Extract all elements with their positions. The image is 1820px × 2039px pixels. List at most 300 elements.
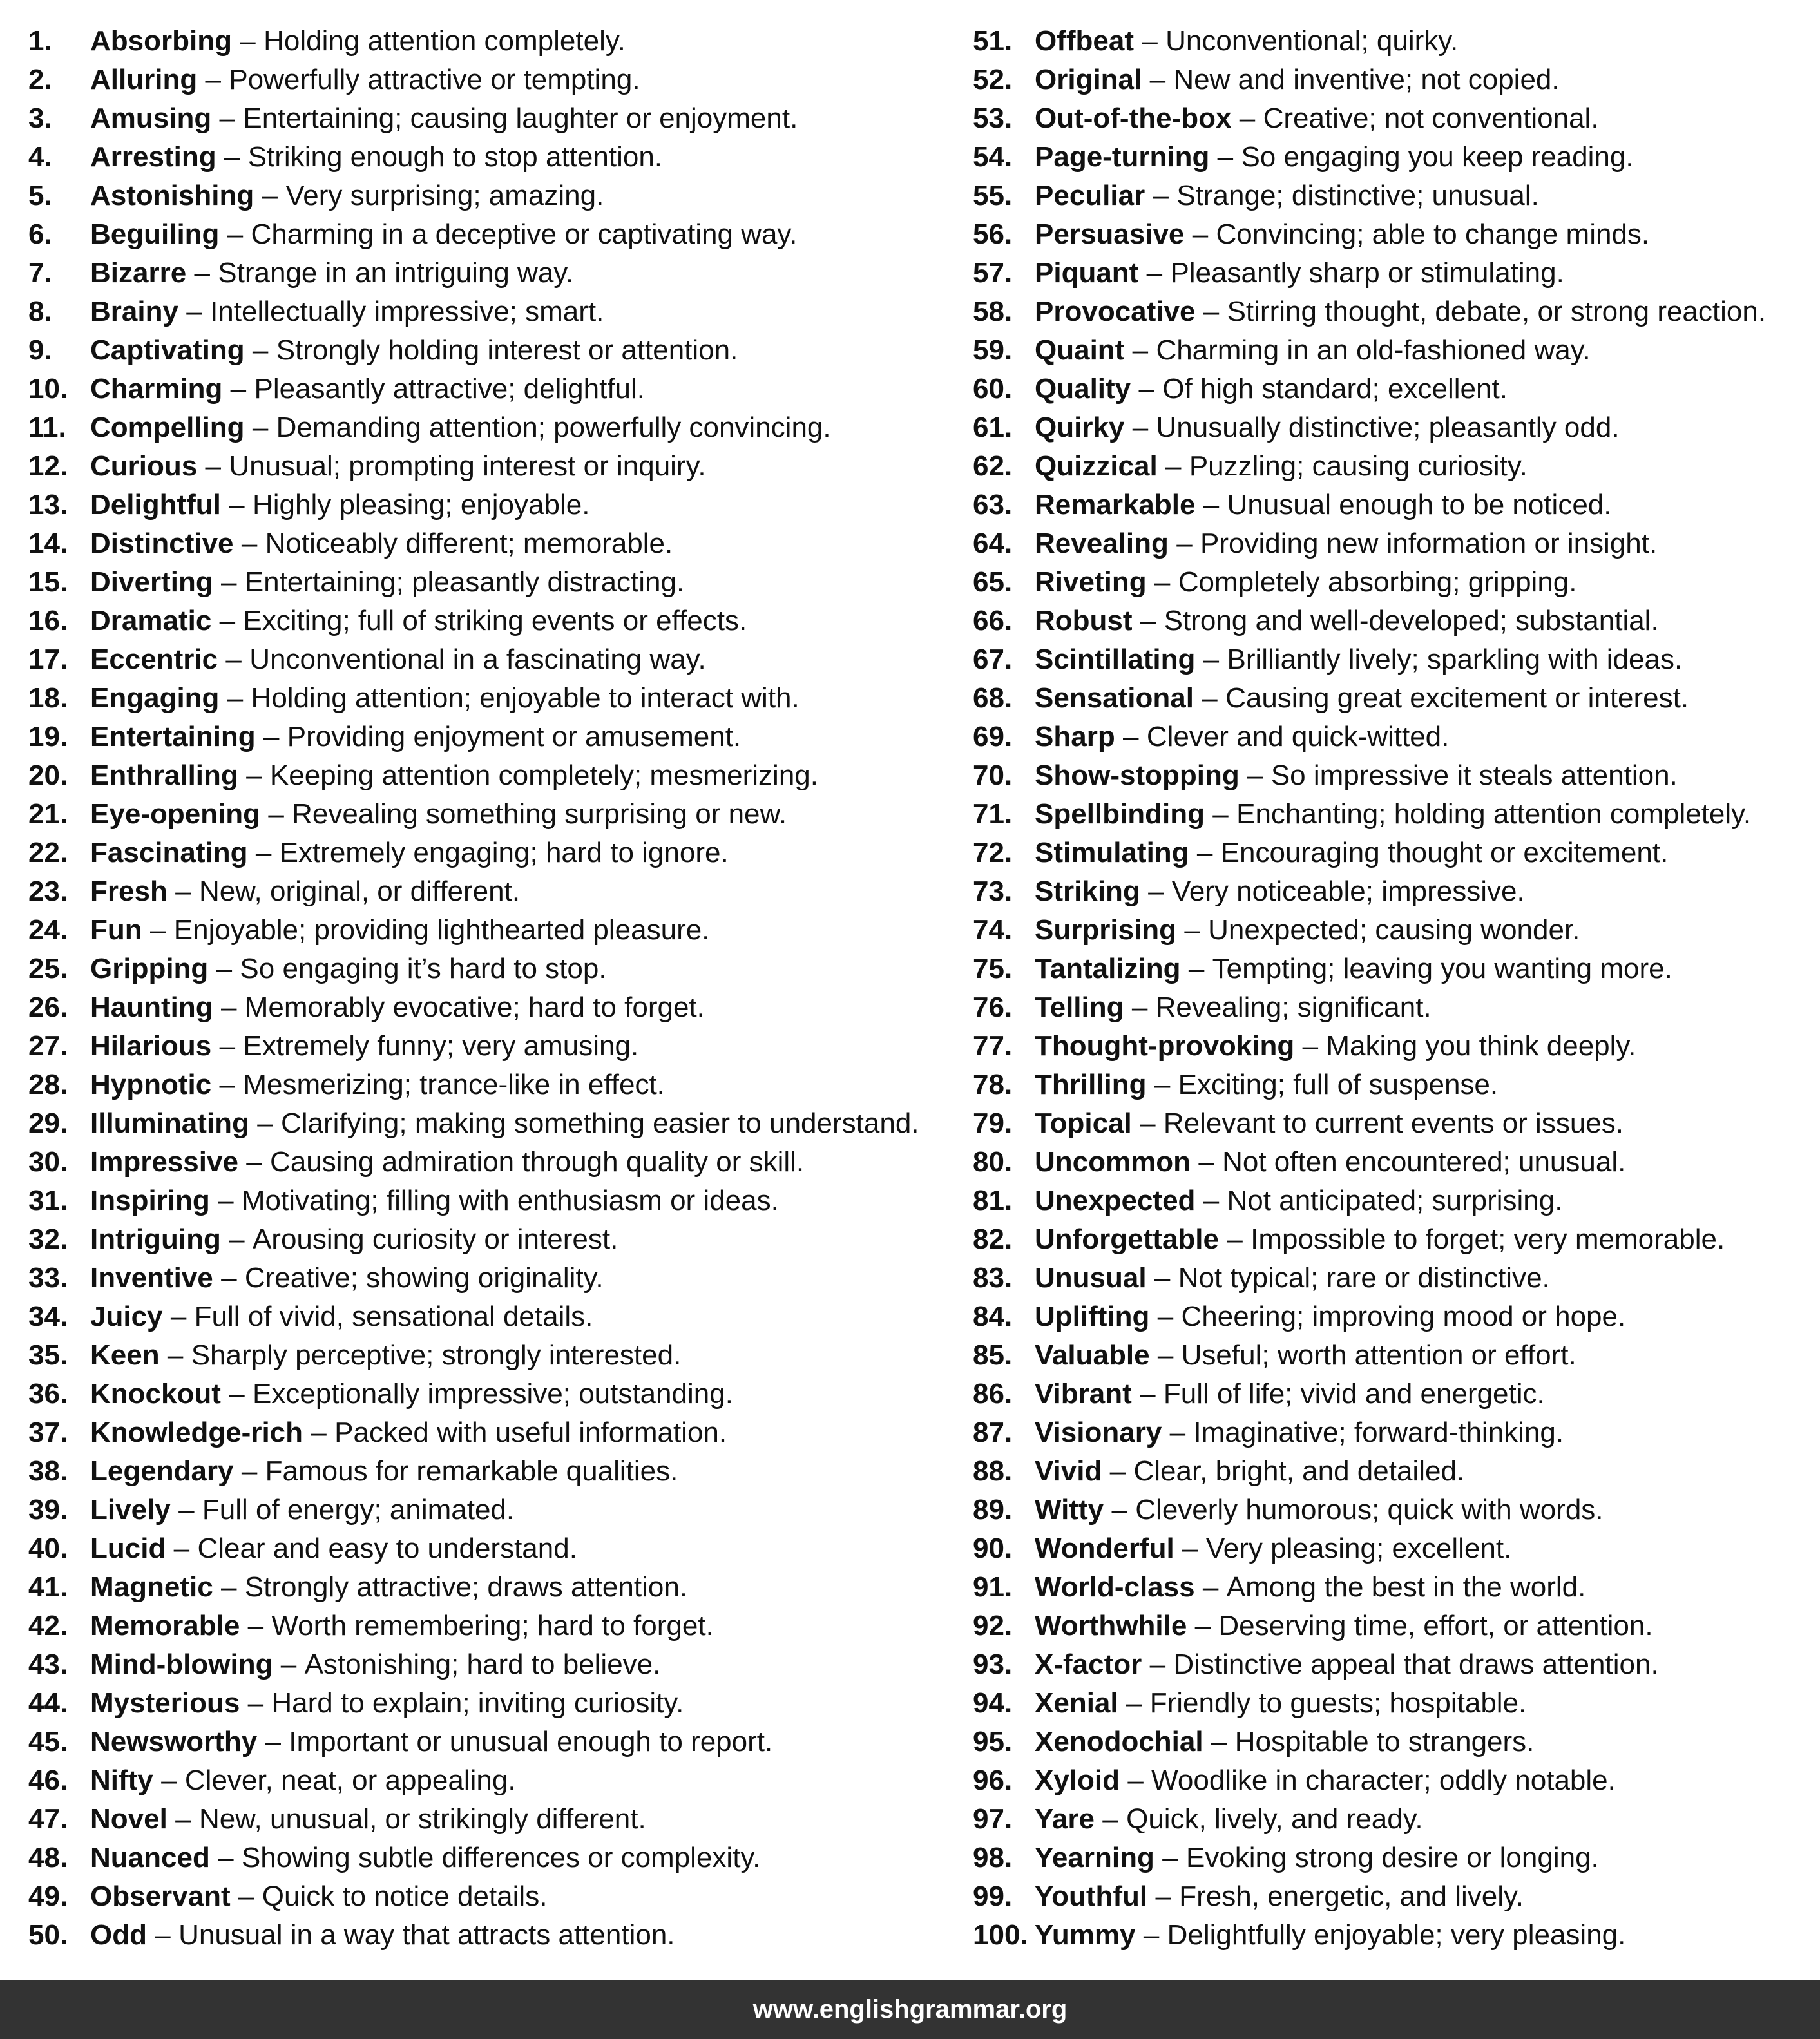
item-definition: Unconventional; quirky. bbox=[1165, 25, 1459, 57]
item-term: Riveting bbox=[1035, 566, 1147, 598]
list-item bbox=[28, 1607, 956, 1645]
item-separator: – bbox=[1143, 1919, 1160, 1951]
item-definition: Unusual in a way that attracts attention. bbox=[178, 1919, 675, 1951]
item-term: Peculiar bbox=[1035, 180, 1145, 211]
item-separator: – bbox=[252, 412, 269, 443]
list-item bbox=[28, 640, 956, 679]
item-term: Knowledge-rich bbox=[90, 1417, 303, 1448]
item-number: 57. bbox=[973, 257, 1013, 289]
item-number: 32. bbox=[28, 1223, 68, 1255]
item-number: 16. bbox=[28, 605, 68, 637]
list-item bbox=[28, 1529, 956, 1568]
item-term: Memorable bbox=[90, 1610, 240, 1642]
item-definition: Stirring thought, debate, or strong reaction. bbox=[1227, 296, 1767, 327]
item-term: Illuminating bbox=[90, 1107, 249, 1139]
item-number: 76. bbox=[973, 991, 1013, 1023]
item-number: 33. bbox=[28, 1262, 68, 1294]
item-number: 51. bbox=[973, 25, 1013, 57]
item-term: Inventive bbox=[90, 1262, 213, 1294]
item-term: Fascinating bbox=[90, 837, 248, 868]
item-definition: Not anticipated; surprising. bbox=[1227, 1185, 1563, 1216]
item-separator: – bbox=[1142, 25, 1158, 57]
list-item bbox=[28, 988, 956, 1027]
item-term: Observant bbox=[90, 1881, 231, 1912]
item-separator: – bbox=[1149, 1649, 1166, 1680]
item-definition: Causing admiration through quality or skill. bbox=[270, 1146, 805, 1178]
item-term: Absorbing bbox=[90, 25, 232, 57]
list-item bbox=[28, 370, 956, 408]
item-term: Gripping bbox=[90, 953, 209, 984]
item-term: Uplifting bbox=[1035, 1301, 1150, 1332]
list-item bbox=[28, 1259, 956, 1297]
list-item bbox=[28, 408, 956, 447]
item-definition: Clarifying; making something easier to understand. bbox=[281, 1107, 919, 1139]
item-definition: Not often encountered; unusual. bbox=[1222, 1146, 1626, 1178]
item-definition: Clear, bright, and detailed. bbox=[1133, 1455, 1465, 1487]
item-number: 69. bbox=[973, 721, 1013, 752]
item-separator: – bbox=[218, 1185, 234, 1216]
item-definition: Tempting; leaving you wanting more. bbox=[1212, 953, 1672, 984]
item-separator: – bbox=[1148, 876, 1164, 907]
item-definition: Famous for remarkable qualities. bbox=[265, 1455, 678, 1487]
item-number: 15. bbox=[28, 566, 68, 598]
item-number: 30. bbox=[28, 1146, 68, 1178]
item-number: 36. bbox=[28, 1378, 68, 1410]
item-term: Unusual bbox=[1035, 1262, 1147, 1294]
item-term: Persuasive bbox=[1035, 218, 1185, 250]
list-item bbox=[973, 1684, 1810, 1723]
list-item bbox=[973, 447, 1810, 486]
item-term: Wonderful bbox=[1035, 1533, 1174, 1564]
item-separator: – bbox=[221, 1571, 237, 1603]
item-definition: Exceptionally impressive; outstanding. bbox=[253, 1378, 733, 1410]
item-definition: Arousing curiosity or interest. bbox=[252, 1223, 618, 1255]
list-item bbox=[973, 254, 1810, 292]
item-separator: – bbox=[1132, 412, 1149, 443]
list-item bbox=[28, 1452, 956, 1491]
item-separator: – bbox=[1157, 1339, 1174, 1371]
item-separator: – bbox=[241, 528, 258, 559]
item-term: Out-of-the-box bbox=[1035, 102, 1232, 134]
item-number: 44. bbox=[28, 1687, 68, 1719]
item-term: Scintillating bbox=[1035, 644, 1196, 675]
list-item bbox=[973, 486, 1810, 524]
item-separator: – bbox=[1132, 334, 1149, 366]
item-number: 62. bbox=[973, 450, 1013, 482]
item-separator: – bbox=[1154, 566, 1171, 598]
item-definition: Of high standard; excellent. bbox=[1162, 373, 1508, 405]
item-number: 40. bbox=[28, 1533, 68, 1564]
list-item bbox=[28, 1104, 956, 1143]
item-separator: – bbox=[247, 1610, 264, 1642]
item-number: 71. bbox=[973, 798, 1013, 830]
item-term: Delightful bbox=[90, 489, 221, 521]
item-definition: Imaginative; forward-thinking. bbox=[1193, 1417, 1564, 1448]
item-definition: Brilliantly lively; sparkling with ideas. bbox=[1227, 644, 1683, 675]
list-item bbox=[973, 61, 1810, 99]
item-term: Juicy bbox=[90, 1301, 163, 1332]
item-separator: – bbox=[1176, 528, 1193, 559]
item-separator: – bbox=[219, 605, 236, 637]
list-item bbox=[28, 1297, 956, 1336]
list-item bbox=[973, 911, 1810, 950]
item-definition: Strong and well-developed; substantial. bbox=[1164, 605, 1659, 637]
item-term: Distinctive bbox=[90, 528, 234, 559]
list-item bbox=[973, 1529, 1810, 1568]
list-item bbox=[973, 1491, 1810, 1529]
list-item bbox=[28, 1568, 956, 1607]
item-number: 42. bbox=[28, 1610, 68, 1642]
item-term: Novel bbox=[90, 1803, 168, 1835]
list-item bbox=[28, 1800, 956, 1839]
item-term: Yearning bbox=[1035, 1842, 1154, 1873]
item-definition: Extremely engaging; hard to ignore. bbox=[279, 837, 729, 868]
item-number: 83. bbox=[973, 1262, 1013, 1294]
item-term: Topical bbox=[1035, 1107, 1132, 1139]
list-item bbox=[28, 1491, 956, 1529]
item-separator: – bbox=[1192, 218, 1209, 250]
item-term: Captivating bbox=[90, 334, 245, 366]
item-term: Magnetic bbox=[90, 1571, 213, 1603]
item-number: 22. bbox=[28, 837, 68, 868]
item-number: 14. bbox=[28, 528, 68, 559]
list-item bbox=[973, 1259, 1810, 1297]
item-term: Quizzical bbox=[1035, 450, 1158, 482]
item-number: 9. bbox=[28, 334, 52, 366]
item-number: 64. bbox=[973, 528, 1013, 559]
item-number: 82. bbox=[973, 1223, 1013, 1255]
item-term: X-factor bbox=[1035, 1649, 1142, 1680]
item-separator: – bbox=[1126, 1687, 1142, 1719]
item-separator: – bbox=[229, 1378, 245, 1410]
list-item bbox=[28, 1182, 956, 1220]
item-separator: – bbox=[1169, 1417, 1186, 1448]
item-separator: – bbox=[167, 1339, 184, 1371]
item-definition: Charming in a deceptive or captivating way. bbox=[251, 218, 798, 250]
item-term: Odd bbox=[90, 1919, 147, 1951]
item-number: 91. bbox=[973, 1571, 1013, 1603]
list-item bbox=[973, 1568, 1810, 1607]
item-definition: Clever and quick-witted. bbox=[1146, 721, 1450, 752]
item-number: 70. bbox=[973, 760, 1013, 791]
list-item bbox=[973, 1336, 1810, 1375]
item-separator: – bbox=[246, 1146, 262, 1178]
item-definition: Entertaining; causing laughter or enjoyment. bbox=[243, 102, 798, 134]
item-separator: – bbox=[1182, 1533, 1198, 1564]
item-definition: Intellectually impressive; smart. bbox=[210, 296, 604, 327]
item-definition: Extremely funny; very amusing. bbox=[243, 1030, 639, 1062]
item-term: Compelling bbox=[90, 412, 245, 443]
item-separator: – bbox=[1131, 991, 1148, 1023]
footer-bar bbox=[0, 1980, 1820, 2039]
item-term: Robust bbox=[1035, 605, 1133, 637]
item-separator: – bbox=[230, 373, 247, 405]
item-number: 24. bbox=[28, 914, 68, 946]
item-separator: – bbox=[280, 1649, 297, 1680]
item-number: 43. bbox=[28, 1649, 68, 1680]
item-separator: – bbox=[311, 1417, 327, 1448]
list-item bbox=[973, 1066, 1810, 1104]
item-separator: – bbox=[238, 1881, 254, 1912]
item-definition: Holding attention completely. bbox=[263, 25, 626, 57]
item-separator: – bbox=[170, 1301, 187, 1332]
item-term: Newsworthy bbox=[90, 1726, 258, 1757]
item-separator: – bbox=[246, 760, 262, 791]
list-item bbox=[973, 1645, 1810, 1684]
list-item bbox=[28, 1375, 956, 1413]
item-separator: – bbox=[1149, 64, 1166, 95]
list-item bbox=[28, 486, 956, 524]
item-definition: Causing great excitement or interest. bbox=[1225, 682, 1689, 714]
item-term: Nifty bbox=[90, 1765, 153, 1796]
list-item bbox=[973, 795, 1810, 834]
item-number: 34. bbox=[28, 1301, 68, 1332]
item-number: 8. bbox=[28, 296, 52, 327]
item-number: 90. bbox=[973, 1533, 1013, 1564]
item-number: 35. bbox=[28, 1339, 68, 1371]
item-number: 39. bbox=[28, 1494, 68, 1526]
item-definition: Memorably evocative; hard to forget. bbox=[244, 991, 705, 1023]
item-term: Haunting bbox=[90, 991, 213, 1023]
item-number: 50. bbox=[28, 1919, 68, 1951]
item-number: 58. bbox=[973, 296, 1013, 327]
item-term: Stimulating bbox=[1035, 837, 1189, 868]
item-definition: Important or unusual enough to report. bbox=[289, 1726, 773, 1757]
item-separator: – bbox=[265, 1726, 281, 1757]
item-number: 26. bbox=[28, 991, 68, 1023]
item-separator: – bbox=[219, 102, 236, 134]
item-definition: Creative; showing originality. bbox=[244, 1262, 604, 1294]
item-separator: – bbox=[178, 1494, 195, 1526]
item-term: Brainy bbox=[90, 296, 178, 327]
item-definition: Clever, neat, or appealing. bbox=[184, 1765, 516, 1796]
item-term: Unforgettable bbox=[1035, 1223, 1219, 1255]
item-number: 67. bbox=[973, 644, 1013, 675]
item-definition: Keeping attention completely; mesmerizing. bbox=[269, 760, 818, 791]
list-item bbox=[973, 988, 1810, 1027]
list-item bbox=[28, 1645, 956, 1684]
item-number: 86. bbox=[973, 1378, 1013, 1410]
item-number: 79. bbox=[973, 1107, 1013, 1139]
list-item bbox=[28, 756, 956, 795]
item-definition: New, original, or different. bbox=[198, 876, 521, 907]
list-item bbox=[28, 1143, 956, 1182]
list-item bbox=[28, 331, 956, 370]
item-separator: – bbox=[1123, 721, 1139, 752]
item-number: 2. bbox=[28, 64, 52, 95]
item-term: Sensational bbox=[1035, 682, 1194, 714]
item-separator: – bbox=[1247, 760, 1263, 791]
item-number: 68. bbox=[973, 682, 1013, 714]
list-item bbox=[973, 563, 1810, 602]
item-term: Spellbinding bbox=[1035, 798, 1205, 830]
item-number: 99. bbox=[973, 1881, 1013, 1912]
item-term: Xenial bbox=[1035, 1687, 1118, 1719]
item-number: 92. bbox=[973, 1610, 1013, 1642]
item-number: 84. bbox=[973, 1301, 1013, 1332]
item-term: Legendary bbox=[90, 1455, 234, 1487]
item-definition: Full of energy; animated. bbox=[202, 1494, 515, 1526]
item-definition: Unconventional in a fascinating way. bbox=[249, 644, 706, 675]
item-definition: Astonishing; hard to believe. bbox=[304, 1649, 661, 1680]
item-term: Thrilling bbox=[1035, 1069, 1147, 1100]
footer-website: www.englishgrammar.org bbox=[752, 1995, 1068, 2024]
item-number: 89. bbox=[973, 1494, 1013, 1526]
item-definition: Strange in an intriguing way. bbox=[218, 257, 574, 289]
item-number: 72. bbox=[973, 837, 1013, 868]
item-separator: – bbox=[1162, 1842, 1178, 1873]
list-item bbox=[973, 872, 1810, 911]
item-separator: – bbox=[1211, 1726, 1227, 1757]
item-number: 5. bbox=[28, 180, 52, 211]
list-item bbox=[973, 1723, 1810, 1761]
item-term: Intriguing bbox=[90, 1223, 221, 1255]
list-item bbox=[28, 215, 956, 254]
item-separator: – bbox=[173, 1533, 190, 1564]
item-definition: Mesmerizing; trance-like in effect. bbox=[243, 1069, 665, 1100]
item-definition: Relevant to current events or issues. bbox=[1163, 1107, 1624, 1139]
item-number: 4. bbox=[28, 141, 52, 173]
list-item bbox=[28, 99, 956, 138]
item-separator: – bbox=[240, 25, 256, 57]
item-term: Impressive bbox=[90, 1146, 238, 1178]
item-term: Fun bbox=[90, 914, 142, 946]
item-term: Charming bbox=[90, 373, 223, 405]
list-item bbox=[28, 950, 956, 988]
item-definition: Creative; not conventional. bbox=[1263, 102, 1599, 134]
item-term: Eccentric bbox=[90, 644, 218, 675]
item-separator: – bbox=[1127, 1765, 1144, 1796]
item-separator: – bbox=[1165, 450, 1182, 482]
item-definition: Deserving time, effort, or attention. bbox=[1218, 1610, 1653, 1642]
item-separator: – bbox=[241, 1455, 258, 1487]
list-item bbox=[973, 756, 1810, 795]
list-item bbox=[28, 524, 956, 563]
item-number: 19. bbox=[28, 721, 68, 752]
list-item bbox=[28, 1027, 956, 1066]
list-item bbox=[973, 1452, 1810, 1491]
item-term: Xenodochial bbox=[1035, 1726, 1203, 1757]
list-item bbox=[28, 1916, 956, 1955]
item-separator: – bbox=[1302, 1030, 1319, 1062]
item-number: 78. bbox=[973, 1069, 1013, 1100]
item-term: Youthful bbox=[1035, 1881, 1148, 1912]
list-item bbox=[28, 292, 956, 331]
item-separator: – bbox=[1111, 1494, 1127, 1526]
item-definition: Strongly attractive; draws attention. bbox=[244, 1571, 688, 1603]
item-separator: – bbox=[229, 1223, 245, 1255]
list-item bbox=[973, 370, 1810, 408]
item-separator: – bbox=[221, 566, 237, 598]
item-separator: – bbox=[1202, 682, 1218, 714]
list-item bbox=[28, 61, 956, 99]
item-number: 21. bbox=[28, 798, 68, 830]
item-number: 75. bbox=[973, 953, 1013, 984]
item-number: 38. bbox=[28, 1455, 68, 1487]
list-item bbox=[28, 1723, 956, 1761]
item-separator: – bbox=[1203, 1185, 1220, 1216]
list-item bbox=[973, 1104, 1810, 1143]
item-separator: – bbox=[247, 1687, 264, 1719]
item-number: 17. bbox=[28, 644, 68, 675]
item-number: 60. bbox=[973, 373, 1013, 405]
item-number: 31. bbox=[28, 1185, 68, 1216]
item-definition: Entertaining; pleasantly distracting. bbox=[244, 566, 685, 598]
item-definition: Encouraging thought or excitement. bbox=[1220, 837, 1669, 868]
item-separator: – bbox=[175, 1803, 191, 1835]
item-definition: Puzzling; causing curiosity. bbox=[1189, 450, 1528, 482]
item-term: Quality bbox=[1035, 373, 1131, 405]
list-item bbox=[973, 950, 1810, 988]
item-term: Mind-blowing bbox=[90, 1649, 273, 1680]
item-separator: – bbox=[205, 64, 221, 95]
list-item bbox=[973, 1761, 1810, 1800]
list-item bbox=[973, 292, 1810, 331]
item-number: 29. bbox=[28, 1107, 68, 1139]
item-number: 87. bbox=[973, 1417, 1013, 1448]
item-separator: – bbox=[1140, 1107, 1156, 1139]
item-term: Lucid bbox=[90, 1533, 166, 1564]
item-definition: Enjoyable; providing lighthearted pleasure. bbox=[173, 914, 710, 946]
item-term: Striking bbox=[1035, 876, 1140, 907]
item-term: Sharp bbox=[1035, 721, 1115, 752]
item-term: Fresh bbox=[90, 876, 168, 907]
item-separator: – bbox=[219, 1030, 236, 1062]
item-definition: Very surprising; amazing. bbox=[285, 180, 604, 211]
item-number: 46. bbox=[28, 1765, 68, 1796]
item-number: 18. bbox=[28, 682, 68, 714]
item-term: Beguiling bbox=[90, 218, 220, 250]
list-item bbox=[973, 1143, 1810, 1182]
item-definition: Noticeably different; memorable. bbox=[265, 528, 673, 559]
item-separator: – bbox=[186, 296, 202, 327]
item-definition: Demanding attention; powerfully convincing. bbox=[276, 412, 831, 443]
item-separator: – bbox=[227, 218, 244, 250]
list-item bbox=[973, 1182, 1810, 1220]
list-item bbox=[973, 1297, 1810, 1336]
item-separator: – bbox=[175, 876, 191, 907]
item-term: Alluring bbox=[90, 64, 198, 95]
list-item bbox=[28, 795, 956, 834]
item-separator: – bbox=[1157, 1301, 1174, 1332]
item-definition: Full of vivid, sensational details. bbox=[194, 1301, 593, 1332]
item-number: 61. bbox=[973, 412, 1013, 443]
item-separator: – bbox=[1188, 953, 1205, 984]
list-item bbox=[973, 1220, 1810, 1259]
list-item bbox=[973, 1607, 1810, 1645]
item-number: 65. bbox=[973, 566, 1013, 598]
item-number: 56. bbox=[973, 218, 1013, 250]
item-definition: Packed with useful information. bbox=[334, 1417, 727, 1448]
list-item bbox=[28, 602, 956, 640]
item-term: Provocative bbox=[1035, 296, 1196, 327]
item-number: 88. bbox=[973, 1455, 1013, 1487]
item-number: 1. bbox=[28, 25, 52, 57]
item-definition: Sharply perceptive; strongly interested. bbox=[191, 1339, 682, 1371]
item-term: Visionary bbox=[1035, 1417, 1162, 1448]
item-separator: – bbox=[1202, 1571, 1219, 1603]
item-separator: – bbox=[1227, 1223, 1243, 1255]
list-item bbox=[28, 911, 956, 950]
right-column bbox=[973, 22, 1810, 1955]
item-separator: – bbox=[225, 644, 242, 675]
list-item bbox=[973, 22, 1810, 61]
item-number: 95. bbox=[973, 1726, 1013, 1757]
item-separator: – bbox=[220, 991, 237, 1023]
item-definition: Revealing; significant. bbox=[1155, 991, 1432, 1023]
item-number: 48. bbox=[28, 1842, 68, 1873]
item-separator: – bbox=[216, 953, 233, 984]
